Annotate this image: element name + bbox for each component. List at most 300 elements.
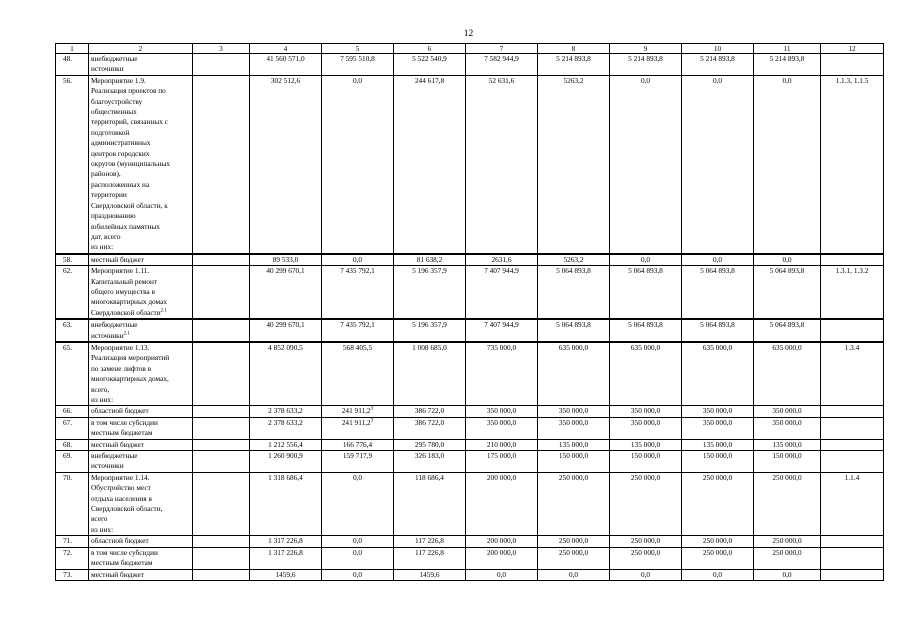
cell-text: 250 000,0 <box>558 472 589 482</box>
row-number: 70. <box>56 472 89 535</box>
cell-text: 5 064 893,8 <box>628 320 663 330</box>
target-indicator-cell <box>821 547 884 569</box>
value-cell <box>610 417 682 439</box>
value-cell <box>682 406 754 417</box>
value-cell <box>193 472 250 535</box>
value-cell <box>394 406 466 417</box>
table-row <box>56 254 884 266</box>
target-indicator-cell <box>821 451 884 473</box>
value-cell <box>466 406 538 417</box>
cell-text: 635 000,0 <box>772 342 802 352</box>
value-cell <box>466 451 538 473</box>
value-cell <box>394 536 466 547</box>
cell-text: 2631,6 <box>491 254 512 264</box>
row-name-text: Мероприятие 1.13. Реализация мероприятий по замене лифтов в многоквартирных домах, всего, из них: <box>91 342 170 404</box>
cell-text: 0,0 <box>352 254 363 264</box>
cell-text: 350 000,0 <box>558 406 589 416</box>
cell-text: 7 435 792,1 <box>340 266 375 276</box>
value-cell <box>610 254 682 266</box>
value-cell <box>538 417 610 439</box>
value-cell <box>682 451 754 473</box>
value-cell <box>193 266 250 320</box>
page-number: 12 <box>463 29 474 39</box>
header-cell: 2 <box>89 44 193 54</box>
cell-text: 295 780,0 <box>414 439 445 449</box>
cell-text: 1.3.1, 1.3.2 <box>835 266 869 276</box>
row-name <box>89 75 193 253</box>
table-row <box>56 319 884 342</box>
value-cell <box>322 472 394 535</box>
cell-text: 1459,6 <box>419 569 440 579</box>
value-cell <box>754 472 821 535</box>
cell-text: 0,0 <box>782 254 792 264</box>
cell-text: 166 776,4 <box>342 439 373 449</box>
row-name <box>89 417 193 439</box>
cell-text: 2 378 633,2 <box>268 406 303 416</box>
header-cell: 6 <box>394 44 466 54</box>
cell-text: 0,0 <box>712 75 723 85</box>
value-cell <box>754 536 821 547</box>
value-cell <box>250 406 322 417</box>
value-cell <box>466 439 538 450</box>
target-indicator-cell <box>821 417 884 439</box>
value-cell <box>394 254 466 266</box>
cell-text: 41 560 571,0 <box>266 54 305 63</box>
cell-text: 7 407 944,9 <box>484 266 519 276</box>
header-cell: 10 <box>682 44 754 54</box>
value-cell <box>538 406 610 417</box>
value-cell <box>322 439 394 450</box>
footnote-mark: 3 <box>370 406 374 412</box>
cell-text: 350 000,0 <box>702 417 733 427</box>
cell-text: 241 911,2 <box>341 406 371 416</box>
target-indicator-cell <box>821 319 884 342</box>
value-cell <box>682 75 754 253</box>
cell-text: 1.1.3, 1.1.5 <box>835 75 869 85</box>
cell-text: 200 000,0 <box>486 472 517 482</box>
cell-text: 5 064 893,8 <box>556 266 591 276</box>
cell-text: 1 318 686,4 <box>268 472 303 482</box>
row-number: 72. <box>56 547 89 569</box>
cell-text: 244 617,8 <box>414 75 445 85</box>
value-cell <box>538 472 610 535</box>
value-cell <box>466 472 538 535</box>
header-cell: 8 <box>538 44 610 54</box>
row-name <box>89 406 193 417</box>
value-cell <box>250 75 322 253</box>
header-cell: 3 <box>193 44 250 54</box>
cell-text: 0,0 <box>640 254 651 264</box>
row-name-text: в том числе субсидии местным бюджетам <box>91 547 158 568</box>
value-cell <box>394 75 466 253</box>
value-cell <box>322 254 394 266</box>
header-cell: 4 <box>250 44 322 54</box>
table-row <box>56 547 884 569</box>
value-cell <box>538 439 610 450</box>
cell-text: 135 000,0 <box>558 439 589 449</box>
cell-text: 5 064 893,8 <box>628 266 663 276</box>
cell-text: 5 214 893,8 <box>700 54 735 63</box>
row-name <box>89 319 193 342</box>
table-row <box>56 536 884 547</box>
row-number: 48. <box>56 54 89 76</box>
cell-text: 81 638,2 <box>416 254 443 264</box>
cell-text: 0,0 <box>352 75 363 85</box>
cell-text: 5 214 893,8 <box>556 54 591 63</box>
target-indicator-cell <box>821 406 884 417</box>
cell-text: 250 000,0 <box>558 547 589 557</box>
value-cell <box>193 547 250 569</box>
target-indicator-cell <box>821 472 884 535</box>
cell-text: 150 000,0 <box>630 451 661 461</box>
value-cell <box>322 569 394 580</box>
header-cell: 1 <box>56 44 89 54</box>
value-cell <box>538 54 610 76</box>
cell-text: 350 000,0 <box>630 406 661 416</box>
cell-text: 117 226,8 <box>415 536 444 546</box>
table-row <box>56 472 884 535</box>
header-cell: 7 <box>466 44 538 54</box>
cell-text: 5 522 540,9 <box>412 54 447 63</box>
cell-text: 1 317 226,8 <box>268 547 303 557</box>
value-cell <box>754 54 821 76</box>
value-cell <box>466 54 538 76</box>
cell-text: 635 000,0 <box>558 342 589 352</box>
cell-text: 5 214 893,8 <box>628 54 663 63</box>
value-cell <box>754 569 821 580</box>
cell-text: 250 000,0 <box>702 547 733 557</box>
row-name-text: внебюджетные источники <box>91 320 138 340</box>
value-cell <box>193 254 250 266</box>
value-cell <box>754 406 821 417</box>
table-row <box>56 451 884 473</box>
value-cell <box>754 319 821 342</box>
cell-text: 5 196 357,9 <box>412 320 447 330</box>
table-body <box>56 44 884 581</box>
value-cell <box>193 319 250 342</box>
value-cell <box>466 319 538 342</box>
value-cell <box>610 439 682 450</box>
value-cell <box>322 451 394 473</box>
cell-text: 350 000,0 <box>486 406 517 416</box>
row-number: 58. <box>56 254 89 266</box>
value-cell <box>538 569 610 580</box>
cell-text: 0,0 <box>712 569 723 579</box>
row-name <box>89 451 193 473</box>
cell-text: 350 000,0 <box>630 417 661 427</box>
cell-text: 0,0 <box>640 75 651 85</box>
value-cell <box>682 254 754 266</box>
budget-table <box>55 43 884 581</box>
value-cell <box>322 75 394 253</box>
value-cell <box>682 266 754 320</box>
value-cell <box>754 266 821 320</box>
value-cell <box>466 417 538 439</box>
row-number: 71. <box>56 536 89 547</box>
value-cell <box>538 536 610 547</box>
value-cell <box>322 54 394 76</box>
cell-text: 7 407 944,9 <box>484 320 519 330</box>
cell-text: 1.3.4 <box>844 342 860 352</box>
row-name-text: Мероприятие 1.11. Капитальный ремонт общего имущества в многоквартирных домах Свердловской области <box>91 266 168 317</box>
row-name-text: Мероприятие 1.14. Обустройство мест отдыха населения в Свердловской области, всего из них: <box>91 472 163 534</box>
row-number: 68. <box>56 439 89 450</box>
value-cell <box>322 266 394 320</box>
value-cell <box>394 266 466 320</box>
table-row <box>56 406 884 417</box>
cell-text: 350 000,0 <box>486 417 517 427</box>
target-indicator-cell <box>821 266 884 320</box>
cell-text: 5263,2 <box>563 75 584 85</box>
cell-text: 159 717,9 <box>342 451 373 461</box>
cell-text: 1 317 226,8 <box>268 536 303 546</box>
value-cell <box>322 536 394 547</box>
cell-text: 1 260 900,9 <box>268 451 303 461</box>
value-cell <box>682 54 754 76</box>
value-cell <box>193 536 250 547</box>
value-cell <box>538 266 610 320</box>
row-number: 65. <box>56 342 89 406</box>
value-cell <box>322 417 394 439</box>
value-cell <box>610 406 682 417</box>
cell-text: 117 226,8 <box>415 547 444 557</box>
value-cell <box>394 342 466 406</box>
table-row <box>56 266 884 320</box>
value-cell <box>250 266 322 320</box>
target-indicator-cell <box>821 439 884 450</box>
row-name-text: областной бюджет <box>91 536 149 546</box>
value-cell <box>394 569 466 580</box>
cell-text: 5 064 893,8 <box>700 266 735 276</box>
row-name <box>89 54 193 76</box>
row-number: 73. <box>56 569 89 580</box>
value-cell <box>754 342 821 406</box>
value-cell <box>394 547 466 569</box>
row-number: 62. <box>56 266 89 320</box>
cell-text: 0,0 <box>352 536 363 546</box>
cell-text: 350 000,0 <box>558 417 589 427</box>
value-cell <box>754 75 821 253</box>
table-row <box>56 439 884 450</box>
cell-text: 5 064 893,8 <box>700 320 735 330</box>
row-name <box>89 569 193 580</box>
value-cell <box>394 54 466 76</box>
footnote-mark: 3 <box>370 418 374 424</box>
value-cell <box>466 342 538 406</box>
cell-text: 200 000,0 <box>486 536 517 546</box>
cell-text: 302 512,6 <box>270 75 301 85</box>
cell-text: 7 582 944,9 <box>484 54 519 63</box>
value-cell <box>610 569 682 580</box>
cell-text: 135 000,0 <box>630 439 661 449</box>
value-cell <box>682 417 754 439</box>
cell-text: 386 722,0 <box>414 406 445 416</box>
cell-text: 200 000,0 <box>486 547 517 557</box>
cell-text: 5 196 357,9 <box>412 266 447 276</box>
value-cell <box>394 472 466 535</box>
value-cell <box>610 54 682 76</box>
value-cell <box>250 319 322 342</box>
cell-text: 1 008 685,0 <box>412 342 447 352</box>
value-cell <box>250 439 322 450</box>
cell-text: 5 214 893,8 <box>769 54 805 63</box>
cell-text: 150 000,0 <box>702 451 733 461</box>
row-name-text: внебюджетные источники <box>91 451 138 471</box>
cell-text: 250 000,0 <box>630 536 661 546</box>
row-name <box>89 439 193 450</box>
header-cell: 11 <box>754 44 821 54</box>
row-name <box>89 472 193 535</box>
cell-text: 1.1.4 <box>844 472 860 482</box>
cell-text: 250 000,0 <box>772 536 802 546</box>
cell-text: 250 000,0 <box>630 472 661 482</box>
cell-text: 2 378 633,2 <box>268 417 303 427</box>
value-cell <box>193 75 250 253</box>
value-cell <box>466 266 538 320</box>
table-row <box>56 569 884 580</box>
header-cell: 5 <box>322 44 394 54</box>
value-cell <box>250 54 322 76</box>
value-cell <box>193 54 250 76</box>
table-row <box>56 75 884 253</box>
value-cell <box>250 472 322 535</box>
row-number: 69. <box>56 451 89 473</box>
value-cell <box>394 439 466 450</box>
value-cell <box>682 319 754 342</box>
table-row <box>56 54 884 76</box>
target-indicator-cell <box>821 75 884 253</box>
value-cell <box>754 451 821 473</box>
row-name-text: местный бюджет <box>91 569 144 579</box>
cell-text: 250 000,0 <box>558 536 589 546</box>
cell-text: 5 064 893,8 <box>769 320 805 330</box>
header-cell: 12 <box>821 44 884 54</box>
row-name <box>89 254 193 266</box>
cell-text: 7 435 792,1 <box>340 320 375 330</box>
value-cell <box>538 451 610 473</box>
row-name <box>89 342 193 406</box>
value-cell <box>610 342 682 406</box>
value-cell <box>754 254 821 266</box>
header-cell: 9 <box>610 44 682 54</box>
row-name <box>89 536 193 547</box>
value-cell <box>754 439 821 450</box>
target-indicator-cell <box>821 569 884 580</box>
value-cell <box>193 417 250 439</box>
cell-text: 250 000,0 <box>702 536 733 546</box>
value-cell <box>682 547 754 569</box>
value-cell <box>394 451 466 473</box>
value-cell <box>682 536 754 547</box>
cell-text: 0,0 <box>352 547 363 557</box>
footnote-mark: 2.1 <box>123 331 130 337</box>
cell-text: 210 000,0 <box>486 439 517 449</box>
cell-text: 40 299 670,1 <box>266 320 305 330</box>
value-cell <box>610 536 682 547</box>
value-cell <box>193 342 250 406</box>
value-cell <box>250 536 322 547</box>
cell-text: 1459,6 <box>275 569 296 579</box>
cell-text: 5 064 893,8 <box>769 266 805 276</box>
value-cell <box>538 75 610 253</box>
cell-text: 118 686,4 <box>415 472 444 482</box>
row-name <box>89 266 193 320</box>
cell-text: 5263,2 <box>563 254 584 264</box>
value-cell <box>754 417 821 439</box>
row-name-text: внебюджетные источники <box>91 54 138 74</box>
cell-text: 386 722,0 <box>414 417 445 427</box>
value-cell <box>610 319 682 342</box>
cell-text: 635 000,0 <box>630 342 661 352</box>
cell-text: 40 299 670,1 <box>266 266 305 276</box>
value-cell <box>193 406 250 417</box>
cell-text: 0,0 <box>782 75 792 85</box>
cell-text: 0,0 <box>640 569 651 579</box>
row-name-text: в том числе субсидии местным бюджетам <box>91 417 158 438</box>
row-number: 63. <box>56 319 89 342</box>
value-cell <box>193 569 250 580</box>
value-cell <box>394 319 466 342</box>
value-cell <box>538 319 610 342</box>
cell-text: 0,0 <box>352 569 363 579</box>
value-cell <box>466 75 538 253</box>
value-cell <box>250 451 322 473</box>
value-cell <box>610 472 682 535</box>
value-cell <box>466 254 538 266</box>
cell-text: 7 595 510,8 <box>340 54 375 63</box>
value-cell <box>610 451 682 473</box>
cell-text: 250 000,0 <box>772 472 802 482</box>
cell-text: 250 000,0 <box>702 472 733 482</box>
value-cell <box>250 342 322 406</box>
cell-text: 0,0 <box>782 569 792 579</box>
cell-text: 135 000,0 <box>702 439 733 449</box>
value-cell <box>466 569 538 580</box>
row-name-text: местный бюджет <box>91 254 144 264</box>
value-cell <box>250 569 322 580</box>
value-cell <box>322 342 394 406</box>
cell-text: 735 000,0 <box>486 342 517 352</box>
value-cell <box>250 547 322 569</box>
cell-text: 250 000,0 <box>630 547 661 557</box>
value-cell <box>682 569 754 580</box>
cell-text: 568 405,5 <box>342 342 373 352</box>
value-cell <box>682 439 754 450</box>
value-cell <box>322 547 394 569</box>
value-cell <box>682 472 754 535</box>
target-indicator-cell <box>821 54 884 76</box>
footnote-mark: 2.1 <box>160 308 167 314</box>
cell-text: 135 000,0 <box>772 439 802 449</box>
cell-text: 1 212 556,4 <box>268 439 303 449</box>
value-cell <box>610 266 682 320</box>
cell-text: 0,0 <box>712 254 723 264</box>
value-cell <box>754 547 821 569</box>
row-name-text: Мероприятие 1.9. Реализация проектов по благоустройству общественных территорий, связанных с подготовкой административных центров городских округов (муниципальных районов), расположенных на территории Свердловской области, к празднованию юбилейных памятных дат, всего из них: <box>91 75 171 252</box>
row-name-text: местный бюджет <box>91 439 144 449</box>
column-number-header <box>56 44 884 54</box>
value-cell <box>193 439 250 450</box>
row-name <box>89 547 193 569</box>
value-cell <box>538 547 610 569</box>
cell-text: 4 852 090,5 <box>268 342 303 352</box>
target-indicator-cell <box>821 342 884 406</box>
target-indicator-cell <box>821 536 884 547</box>
cell-text: 635 000,0 <box>702 342 733 352</box>
target-indicator-cell <box>821 254 884 266</box>
cell-text: 350 000,0 <box>772 406 802 416</box>
cell-text: 241 911,2 <box>341 417 371 427</box>
